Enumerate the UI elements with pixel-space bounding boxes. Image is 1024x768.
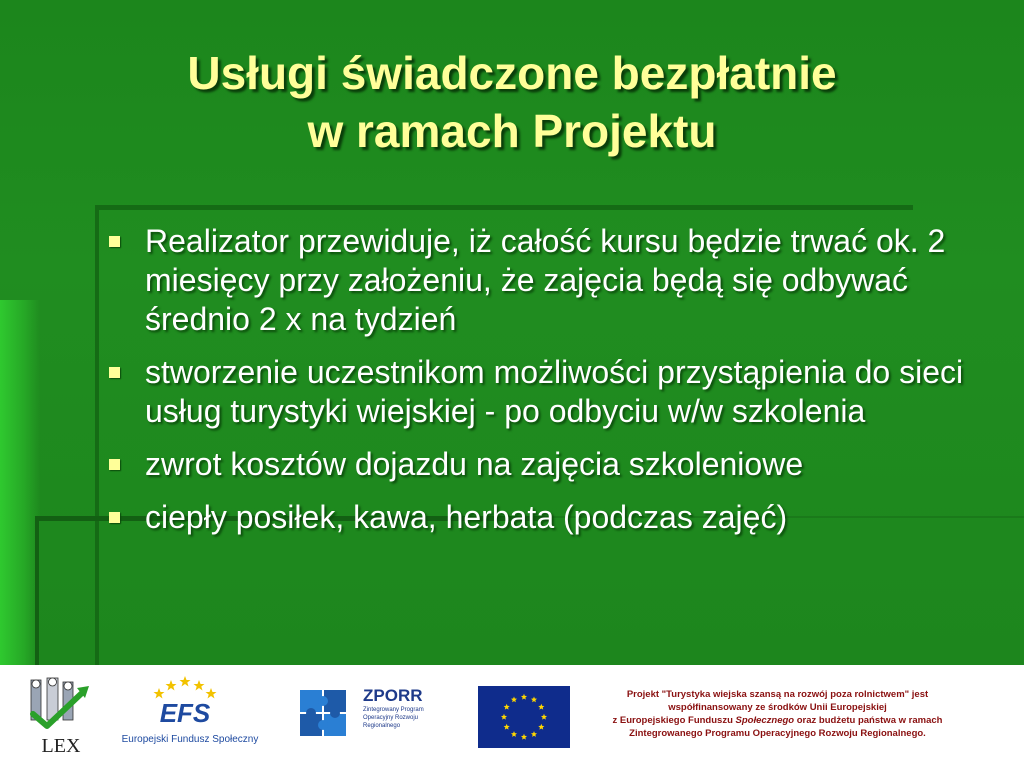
project-line-3-a: z Europejskiego Funduszu	[612, 715, 736, 726]
left-glow-decoration	[0, 300, 40, 665]
slide-title-line-1: Usługi świadczone bezpłatnie	[187, 47, 837, 99]
efs-caption: Europejski Fundusz Społeczny	[121, 734, 259, 745]
project-line-3-b: Społecznego	[735, 715, 795, 726]
bullet-text: stworzenie uczestnikom możliwości przystąpienia do sieci usług turystyki wiejskiej - po odbyciu w/w szkolenia	[145, 354, 964, 429]
project-line-1: Projekt "Turystyka wiejska szansą na rozwój poza rolnictwem" jest	[626, 689, 929, 700]
bullet-list	[108, 222, 988, 551]
bullet-text: Realizator przewiduje, iż całość kursu będzie trwać ok. 2 miesięcy przy założeniu, że zajęcia będą się odbywać średnio 2 x na tydzień	[145, 223, 946, 337]
bullet-text: ciepły posiłek, kawa, herbata (podczas zajęć)	[145, 499, 788, 535]
bullet-item	[108, 353, 988, 431]
project-line-4: Zintegrowanego Programu Operacyjnego Rozwoju Regionalnego.	[629, 728, 926, 739]
project-line-3	[585, 714, 970, 727]
bullet-item	[108, 445, 988, 484]
slide-title	[0, 44, 1024, 160]
lex-logo	[25, 676, 97, 756]
efs-logo-text: EFS	[159, 698, 211, 728]
frame-line-left	[95, 205, 99, 665]
frame-line-left-lower	[35, 516, 39, 665]
slide-title-line-2: w ramach Projektu	[307, 105, 717, 157]
bullet-text: zwrot kosztów dojazdu na zajęcia szkoleniowe	[145, 446, 804, 482]
square-bullet-icon	[109, 459, 120, 470]
eu-flag-icon	[478, 686, 570, 748]
project-line-3-c: oraz budżetu państwa w ramach	[794, 715, 943, 726]
frame-line-top	[95, 205, 913, 210]
square-bullet-icon	[109, 512, 120, 523]
square-bullet-icon	[109, 367, 120, 378]
bullet-item	[108, 498, 988, 537]
square-bullet-icon	[109, 236, 120, 247]
bullet-item	[108, 222, 988, 339]
zporr-title: ZPORR	[363, 686, 423, 705]
lex-logo-text: LEX	[41, 735, 81, 756]
project-funding-note	[585, 688, 970, 740]
zporr-subtitle: Zintegrowany Program Operacyjny Rozwoju Regionalnego	[363, 707, 424, 729]
project-line-2: współfinansowany ze środków Unii Europejskiej	[668, 702, 887, 713]
